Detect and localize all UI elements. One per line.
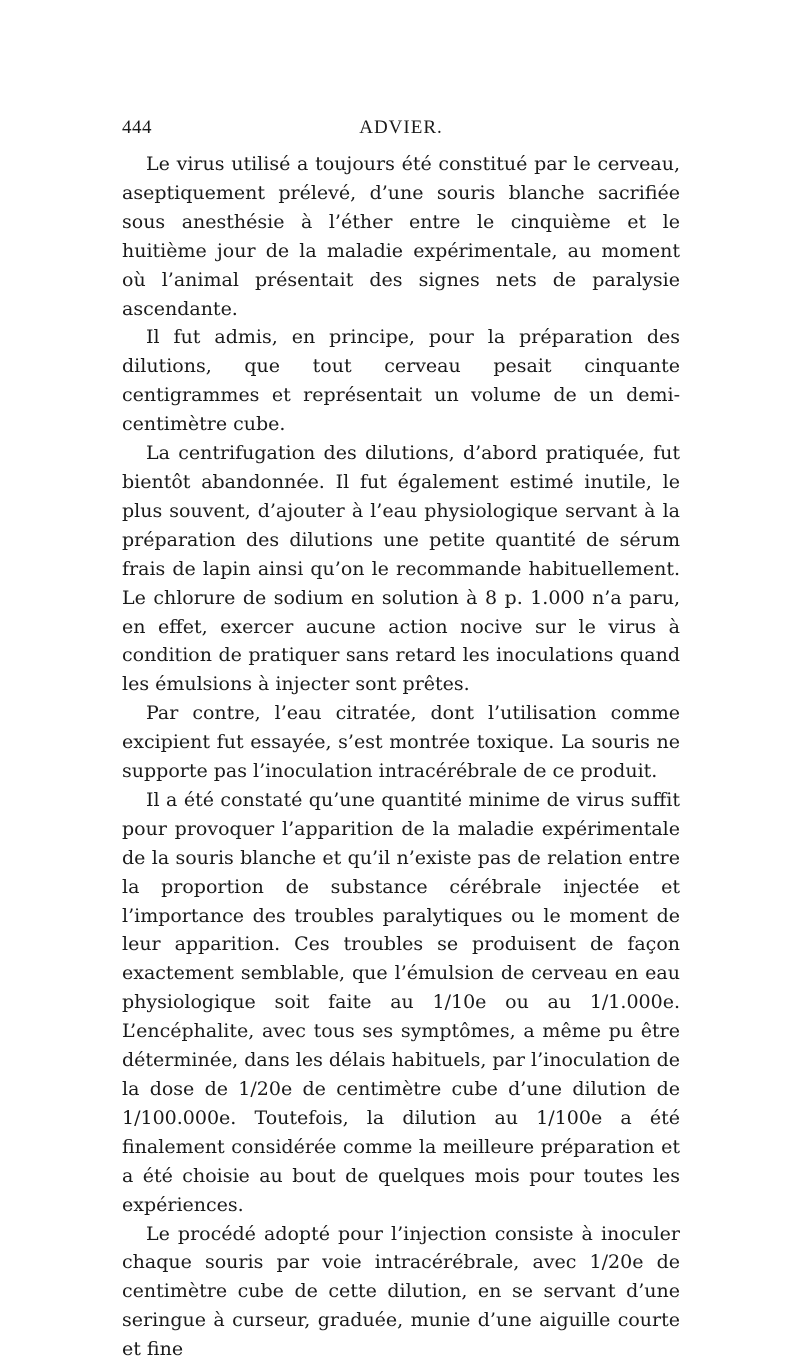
paragraph: Il a été constaté qu’une quantité minime de virus suffit pour provoquer l’apparition de la maladie expérimentale de la souris blanche et qu’il n’existe pas de relation entre la proportion de substance cérébrale injectée et l’importance des troubles paralytiques ou le moment de leur apparition. Ces troubles se produisent de façon exactement semblable, que l’émulsion de cerveau en eau physiologique soit faite au 1/10e ou au 1/1.000e. L’encéphalite, avec tous ses symptômes, a même pu être déterminée, dans les délais habituels, par l’inoculation de la dose de 1/20e de centimètre cube d’une dilution de 1/100.000e. Toutefois, la dilution au 1/100e a été finalement considérée comme la meilleure préparation et a été choisie au bout de quelques mois pour toutes les expériences. bbox=[122, 788, 680, 1216]
running-title: ADVIER. bbox=[359, 117, 443, 138]
paragraph: La centrifugation des dilutions, d’abord pratiquée, fut bientôt abandonnée. Il fut également estimé inutile, le plus souvent, d’ajouter à l’eau physiologique servant à la préparation des dilutions une petite quantité de sérum frais de lapin ainsi qu’on le recommande habituellement. Le chlorure de sodium en solution à 8 p. 1.000 n’a paru, en effet, exercer aucune action nocive sur le virus à condition de pratiquer sans retard les inoculations quand les émulsions à injecter sont prêtes. bbox=[122, 442, 680, 696]
paragraph: Il fut admis, en principe, pour la préparation des dilutions, que tout cerveau pesait cinquante centigrammes et représentait un volume de un demi-centimètre cube. bbox=[122, 326, 680, 436]
running-head bbox=[122, 117, 680, 141]
paragraph: Par contre, l’eau citratée, dont l’utilisation comme excipient fut essayée, s’est montrée toxique. La souris ne supporte pas l’inoculation intracérébrale de ce produit. bbox=[122, 702, 680, 783]
body-text bbox=[122, 150, 680, 1364]
page-number: 444 bbox=[122, 117, 152, 138]
paragraph: Le virus utilisé a toujours été constitué par le cerveau, aseptiquement prélevé, d’une souris blanche sacrifiée sous anesthésie à l’éther entre le cinquième et le huitième jour de la maladie expérimentale, au moment où l’animal présentait des signes nets de paralysie ascendante. bbox=[122, 153, 680, 320]
paragraph: Le procédé adopté pour l’injection consiste à inoculer chaque souris par voie intracérébrale, avec 1/20e de centimètre cube de cette dilution, en se servant d’une seringue à curseur, graduée, munie d’une aiguille courte et fine bbox=[122, 1222, 680, 1361]
